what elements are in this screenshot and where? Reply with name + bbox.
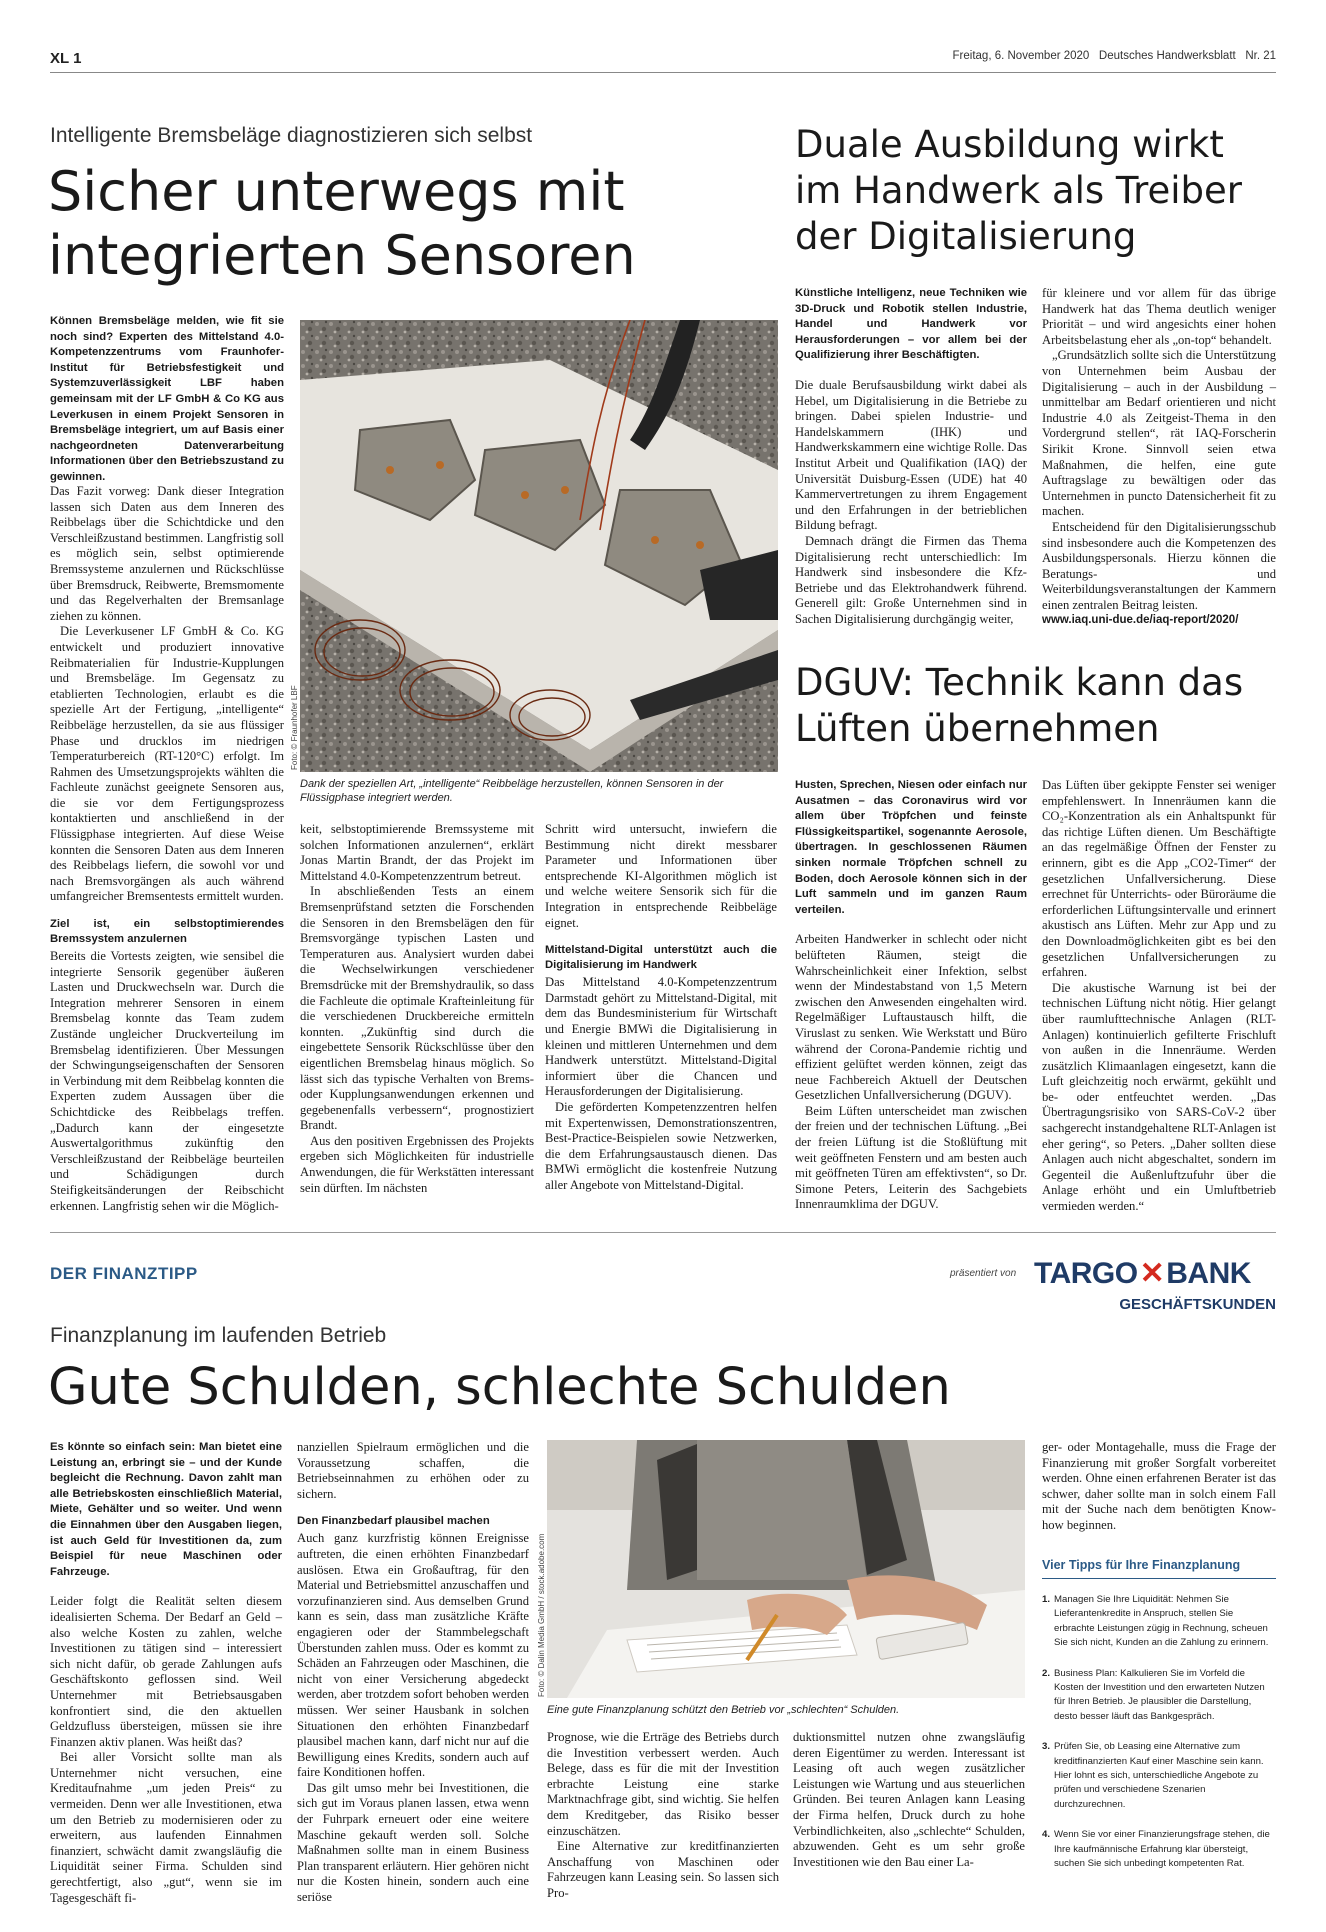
tip-text: Prüfen Sie, ob Leasing eine Alternative zum kreditfinanzierten Kauf einer Maschine sein kann. Hier lohnt es sich, unterschiedliche Angebote zu prüfen und verschiedene Szenarien durchzurechnen. bbox=[1054, 1741, 1264, 1810]
article3-headline-line1: DGUV: Technik kann das bbox=[795, 661, 1244, 704]
targobank-wordmark bbox=[1034, 1256, 1251, 1291]
paragraph: Bei aller Vorsicht sollte man als Unternehmer nicht versuchen, eine Kreditaufnahme „um jeden Preis“ zu vermeiden. Denn wer alle Investitionen, etwa um den Betrieb zu modernisieren oder zu erweitern, aus laufenden Einnahmen finanziert, schwächt damit zwangsläufig die Liquidität seiner Firma. Schulden sind gerechtfertigt, also „gut“, wenn sie im Tagesgeschäft fi- bbox=[50, 1750, 282, 1905]
article1-headline-line2: integrierten Sensoren bbox=[48, 224, 636, 287]
header-rule bbox=[50, 72, 1276, 73]
article3-headline bbox=[795, 660, 1243, 752]
article2-column-1 bbox=[795, 286, 1027, 627]
article1-headline-line1: Sicher unterwegs mit bbox=[48, 160, 625, 223]
presented-by-label: präsentiert von bbox=[950, 1268, 1017, 1279]
tip-text: Business Plan: Kalkulieren Sie im Vorfeld die Kosten der Investition und den erwarteten Nutzen für Ihren Betrieb. Je plausibler die Darstellung, desto besser läuft das Bankgespräch. bbox=[1054, 1667, 1265, 1722]
finanztipp-section-label: DER FINANZTIPP bbox=[50, 1264, 198, 1283]
finanztipp-column-3 bbox=[547, 1730, 779, 1902]
finanztipp-photo-caption: Eine gute Finanzplanung schützt den Betrieb vor „schlechten“ Schulden. bbox=[547, 1704, 900, 1716]
paragraph: Das gilt umso mehr bei Investitionen, die sich gut im Voraus planen lassen, etwa wenn der Fuhrpark erneuert oder eine weitere Maschine gekauft werden soll. Solche Maßnahmen sollte man in einem Business Plan transparent erläutern. Hier gehören nicht nur die Kosten hinein, sondern auch eine seriöse bbox=[297, 1780, 529, 1905]
targobank-cross-icon: ✕ bbox=[1139, 1257, 1165, 1290]
paragraph: Die geförderten Kompetenzzentren helfen mit Expertenwissen, Demonstrationszentren, Best-Practice-Beispielen sowie Netzwerken, die dem Erfahrungsaustausch dienen. Das BMWi ermöglicht die kostenfreie Nutzung aller Angebote von Mittelstand-Digital. bbox=[545, 1099, 777, 1192]
header-date: Freitag, 6. November 2020 bbox=[952, 50, 1090, 62]
tips-box bbox=[1042, 1558, 1276, 1888]
tip-text: Wenn Sie vor einer Finanzierungsfrage stehen, die Ihre kaufmännische Erfahrung klar übersteigt, suchen Sie sich unbedingt kompetenten Rat. bbox=[1054, 1829, 1270, 1870]
paragraph: Demnach drängt die Firmen das Thema Digitalisierung recht unterschiedlich: Im Handwerk sind insbesondere die Kfz-Betriebe und das Elektrohandwerk führend. Generell gilt: Große Unternehmen sind in Sachen Digitalisierung durchgängig weiter, bbox=[795, 533, 1027, 626]
paragraph: Das Mittelstand 4.0-Kompetenzzentrum Darmstadt gehört zu Mittelstand-Digital, mit dem das Bundesministerium für Wirtschaft und Energie BMWi die Digitalisierung in kleinen und mittleren Unternehmen und dem Handwerk unterstützt. Mittelstand-Digital informiert über die Chancen und Herausforderungen der Digitalisierung. bbox=[545, 975, 777, 1099]
article1-headline bbox=[48, 160, 636, 288]
tip-item bbox=[1042, 1740, 1276, 1812]
finanztipp-kicker: Finanzplanung im laufenden Betrieb bbox=[50, 1324, 387, 1347]
brake-pad-photo bbox=[300, 320, 778, 772]
article2-headline-line1: Duale Ausbildung wirkt bbox=[795, 123, 1224, 166]
article1-kicker: Intelligente Bremsbeläge diagnostizieren sich selbst bbox=[50, 124, 533, 147]
finanztipp-column-5 bbox=[1042, 1440, 1276, 1534]
article1-column-3 bbox=[545, 822, 777, 1193]
targobank-name-right: BANK bbox=[1166, 1257, 1251, 1290]
tip-number: 1. bbox=[1042, 1594, 1051, 1605]
paragraph: duktionsmittel nutzen ohne zwangsläufig deren Eigentümer zu werden. Interessant ist Leasing oft auch wegen zusätzlicher Leistungen wie Wartung und aus steuerlichen Gründen. Bei teuren Anlagen kann Leasing der Firma helfen, Druck durch zu hohe Verbindlichkeiten, also „schlechte“ Schulden, abzuwenden. Geht es um sehr große Investitionen wie den Bau einer La- bbox=[793, 1730, 1025, 1869]
tips-title: Vier Tipps für Ihre Finanzplanung bbox=[1042, 1558, 1276, 1579]
brake-pad-photo-illustration bbox=[300, 320, 778, 772]
article1-photo-credit: Foto: © Fraunhofer LBF bbox=[290, 685, 299, 770]
article1-column-2 bbox=[300, 822, 534, 1196]
finanztipp-lead: Es könnte so einfach sein: Man bietet eine Leistung an, erbringt sie – und der Kunde begleicht die Rechnung. Davon zahlt man alle Betriebskosten einschließlich Material, Miete, Gehälter und so weiter. Und wenn die Einnahmen über den Ausgaben liegen, ist auch Geld für Investitionen da, zum Beispiel für neue Maschinen oder Fahrzeuge. bbox=[50, 1441, 282, 1578]
tip-item bbox=[1042, 1593, 1276, 1651]
paragraph: für kleinere und vor allem für das übrige Handwerk hat das Thema deutlich weniger Priorität – und wird angesichts einer hohen Arbeitsbelastung eher als „on-top“ behandelt. bbox=[1042, 286, 1276, 347]
paragraph: Prognose, wie die Erträge des Betriebs durch die Investition verbessert werden. Auch Belege, dass es für die mit der Investition erbrachte Leistung eine starke Marktnachfrage gibt, sind wichtig. Sie helfen dem Kreditgeber, das Risiko besser einzuschätzen. bbox=[547, 1730, 779, 1838]
finanztipp-subhead-1: Den Finanzbedarf plausibel machen bbox=[297, 1515, 490, 1528]
tip-number: 2. bbox=[1042, 1667, 1051, 1679]
article3-column-2 bbox=[1042, 778, 1276, 1215]
paragraph: „Grundsätzlich sollte sich die Unterstützung von Unternehmen beim Ausbau der Digitalisierung – auch in der Ausbildung – unmittelbar am Bedarf orientieren und nicht Industrie 4.0 als Zeitgeist-Thema in den Vordergrund stellen“, rät IAQ-Forscherin Sirikit Krone. Sinnvoll seien etwa Maßnahmen, die helfen, eine gute Auftragslage zu bewältigen oder das Unternehmen in puncto Datensicherheit fit zu machen. bbox=[1042, 348, 1276, 519]
tip-item bbox=[1042, 1828, 1276, 1871]
article1-column-1 bbox=[50, 484, 284, 1214]
paragraph: Das Lüften über gekippte Fenster sei weniger empfehlenswert. In Innenräumen kann die CO₂-Konzentration als ein Anhaltspunkt für das richtige Lüften dienen. Um Beschäftigte an das regelmäßige Öffnen der Fenster zu erinnern, gibt es die App „CO2-Timer“ der gesetzlichen Unfallversicherung. Diese errechnet für Unterrichts- oder Büroräume die erforderlichen Lüftungsintervalle und erinnert akustisch ans Lüften. Mehr zur App und zu den Downloadmöglichkeiten gibt es bei den gesetzlichen Unfallversicherungen zu erfahren. bbox=[1042, 778, 1276, 980]
finance-planning-photo bbox=[547, 1440, 1025, 1698]
paragraph: Aus den positiven Ergebnissen des Projekts ergeben sich Möglichkeiten für industrielle Anwendungen, die für Werkstätten interessant sein dürften. Im nächsten bbox=[300, 1133, 534, 1195]
finanztipp-photo-credit: Foto: © Dalin Media GmbH / stock.adobe.com bbox=[537, 1533, 546, 1697]
header-publication: Deutsches Handwerksblatt bbox=[1098, 50, 1236, 62]
targobank-name-left: TARGO bbox=[1034, 1257, 1138, 1290]
paragraph: Bereits die Vortests zeigten, wie sensibel die integrierte Sensorik gegenüber äußeren Lasten und Druckwechseln war. Durch die Integration mehrerer Sensoren in einem Bremsbelag konnte das Team zudem Zustände ungleicher Druckverteilung im Bremsbelag identifizieren. Über Messungen der Schwingungseigenschaften der Sensoren in Verbindung mit dem Reibbelag konnten die Experten zudem Aussagen über die Schichtdicke des Reibbelags treffen. „Dadurch kann der eingesetzte Auswertalgorithmus zukünftig den Verschleißzustand der Reibbeläge beurteilen und Schädigungen durch Steifigkeitsänderungen der Reibschicht erkennen. Langfristig sehen wir die Möglich- bbox=[50, 949, 284, 1213]
page-label: XL 1 bbox=[50, 50, 82, 67]
article2-headline-line3: der Digitalisierung bbox=[795, 215, 1137, 258]
paragraph: In abschließenden Tests an einem Bremsenprüfstand setzten die Forschenden die Sensoren in den Bremsbelägen den für Bremsvorgänge typischen Lasten und Temperaturen aus. Analysiert wurden dabei die Wechselwirkungen verschiedener Bremsdrücke mit der Bremshydraulik, so dass die Fachleute die optimale Krafteinleitung für die verschiedenen Druckbereiche ermitteln konnten. „Zukünftig sind durch die eingebettete Sensorik Rückschlüsse über den eigentlichen Bremsbelag hinaus möglich. So lässt sich das typische Verhalten von Brems- oder Kupplungsanwendungen erkennen und gegebenenfalls verbessern“, prognostiziert Brandt. bbox=[300, 884, 534, 1133]
finanztipp-column-4 bbox=[793, 1730, 1025, 1870]
article1-subhead-1: Ziel ist, ein selbstoptimierendes Bremssystem anzulernen bbox=[50, 918, 284, 946]
targobank-subline: GESCHÄFTSKUNDEN bbox=[1119, 1296, 1276, 1313]
targobank-logo bbox=[1034, 1256, 1276, 1316]
article3-headline-line2: Lüften übernehmen bbox=[795, 707, 1160, 750]
article3-lead: Husten, Sprechen, Niesen oder einfach nur Ausatmen – das Coronavirus wird vor allem über Tröpfchen und feinste Flüssigkeitspartikel, sogenannte Aerosole, übertragen. In geschlossenen Räumen sinken normale Tröpfchen schnell zu Boden, doch Aerosole können sich in der Luft sammeln und im ganzen Raum verteilen. bbox=[795, 779, 1027, 916]
header-issue: Nr. 21 bbox=[1245, 50, 1276, 62]
paragraph: Das Fazit vorweg: Dank dieser Integration lassen sich Daten aus dem Inneren des Reibbelags über die Schichtdicke und den Verschleißzustand bestimmen. Langfristig soll es möglich sein, selbst optimierende Bremssysteme anzulernen und Rückschlüsse über Bremsdruck, Reibwerte, Bremsmomente und das Regelverhalten der Bremsanlage ziehen zu können. bbox=[50, 484, 284, 623]
article3-column-1 bbox=[795, 778, 1027, 1213]
paragraph: Die duale Berufsausbildung wirkt dabei als Hebel, um Digitalisierung in die Betriebe zu bringen. Dabei spielen Industrie- und Handelskammern (IHK) und Handwerkskammern eine wichtige Rolle. Das Institut Arbeit und Qualifikation (IAQ) der Universität Duisburg-Essen (UDE) hat 40 Kammervertretungen zu ihrem Engagement und den Erfahrungen in der betrieblichen Bildung befragt. bbox=[795, 377, 1027, 533]
paragraph: Eine Alternative zur kreditfinanzierten Anschaffung von Maschinen oder Fahrzeugen kann Leasing sein. So lassen sich Pro- bbox=[547, 1839, 779, 1900]
article1-subhead-2: Mittelstand-Digital unterstützt auch die Digitalisierung im Handwerk bbox=[545, 944, 777, 972]
paragraph: Die akustische Warnung ist bei der technischen Lüftung nicht nötig. Hier gelangt über raumlufttechnische Anlagen (RLT-Anlagen) kontinuierlich gefilterte Frischluft von außen in die Innenräume. Werden zusätzlich Klimaanlagen eingesetzt, kann die Luft gleichzeitig noch erwärmt, gekühlt und be- oder entfeuchtet werden. „Das Übertragungsrisiko von SARS-CoV-2 über sachgerecht instandgehaltene RLT-Anlagen ist eher gering“, so Peters. „Daher sollten diese Anlagen auch nicht abgeschaltet, sondern im Gegenteil die Außenluftzufuhr über die Anlage erhöht und ein Umluftbetrieb vermieden werden.“ bbox=[1042, 980, 1276, 1214]
article1-photo-caption: Dank der speziellen Art, „intelligente“ Reibbeläge herzustellen, können Sensoren in der Flüssigphase integriert werden. bbox=[300, 778, 724, 804]
section-divider bbox=[50, 1232, 1276, 1233]
tip-text: Managen Sie Ihre Liquidität: Nehmen Sie Lieferantenkredite in Anspruch, stellen Sie erbrachte Leistungen zügig in Rechnung, scheuen Sie sich nicht, Kunden an die Zahlung zu erinnern. bbox=[1054, 1594, 1269, 1649]
article2-link[interactable]: www.iaq.uni-due.de/iaq-report/2020/ bbox=[1042, 614, 1239, 627]
paragraph: Arbeiten Handwerker in schlecht oder nicht belüfteten Räumen, steigt die Wahrscheinlichkeit einer Infektion, selbst wenn der Mindestabstand von 1,5 Metern zwischen den Anwesenden eingehalten wird. Regelmäßiger Luftaustausch hilft, die Viruslast zu senken. Wie Werkstatt und Büro während der Corona-Pandemie richtig und effizient gelüftet werden können, zeigt das neue Fachbereich Aktuell der Deutschen Gesetzlichen Unfallversicherung (DGUV). bbox=[795, 932, 1027, 1103]
paragraph: Leider folgt die Realität selten diesem idealisierten Schema. Der Bedarf an Geld – also welche Kosten zu zahlen, welche Investitionen zu tätigen sind – interessiert sich nicht dafür, ob gerade Zahlungen aufs Geschäftskonto geflossen sind. Weil Unternehmer mit Betriebsausgaben konfrontiert sind, die den aktuellen Geldzufluss übersteigen, müssen sie ihre Finanzen aktiv planen. Was heißt das? bbox=[50, 1594, 282, 1749]
article2-headline bbox=[795, 122, 1242, 260]
paragraph: Auch ganz kurzfristig können Ereignisse auftreten, die einen erhöhten Finanzbedarf auslösen. Etwa ein Großauftrag, für den Material und Betriebsmittel anzuschaffen und vorzufinanzieren sind. Aus demselben Grund kann es sein, dass man zusätzliche Kräfte engagieren oder der Stammbelegschaft Überstunden zahlen muss. Oder es kommt zu Schäden an Fahrzeugen oder Maschinen, die nicht von einer Versicherung abgedeckt werden, aber trotzdem sofort behoben werden müssen. Wer seiner Hausbank in solchen Situationen den erhöhten Finanzbedarf plausibel machen kann, darf nicht nur auf die Bewilligung eines Kredits, sondern auch auf faire Konditionen hoffen. bbox=[297, 1531, 529, 1780]
finance-planning-photo-illustration bbox=[547, 1440, 1025, 1698]
paragraph: nanziellen Spielraum ermöglichen und die Voraussetzung schaffen, die Betriebseinnahmen zu erhöhen oder zu sichern. bbox=[297, 1440, 529, 1501]
finanztipp-column-2 bbox=[297, 1440, 529, 1906]
finanztipp-headline: Gute Schulden, schlechte Schulden bbox=[48, 1358, 951, 1417]
paragraph: Beim Lüften unterscheidet man zwischen der freien und der technischen Lüftung. „Bei der freien Lüftung ist die Stoßlüftung mit weit geöffneten Fenstern und am besten auch mit geöffneten Türen am effektivsten“, so Dr. Simone Peters, Leiterin des Sachgebiets Innenraumklima der DGUV. bbox=[795, 1103, 1027, 1212]
tip-number: 3. bbox=[1042, 1741, 1051, 1753]
article2-headline-line2: im Handwerk als Treiber bbox=[795, 169, 1242, 212]
page-header-meta bbox=[953, 50, 1276, 62]
paragraph: Die Leverkusener LF GmbH & Co. KG entwickelt und produziert innovative Reibmaterialien für Industrie-Kupplungen und Bremsbeläge. Im Gegensatz zu etablierten Technologien, erlaubt es die spezielle Art der Fertigung, „intelligente“ Reibbeläge herzustellen, da sie aus flüssiger Phase und drucklos im niedrigen Temperaturbereich (RT-120°C) erfolgt. Im Rahmen des Umsetzungsprojekts wählten die Fachleute zunächst geeignete Sensoren aus, die sie vor dem Fertigungsprozess kontaktierten und anschließend in der Flüssigphase integrierten. Auf diese Weise konnten die Sensoren Daten aus dem Inneren des Reibbelags liefern, die sowohl vor und nach Bremsvorgängen als auch während umfangreicher Bremsentests ermittelt wurden. bbox=[50, 624, 284, 904]
paragraph: Entscheidend für den Digitalisierungsschub sind insbesondere auch die Kompetenzen des Ausbildungspersonals. Hierzu können die Beratungs- und Weiterbildungsveranstaltungen der Kammern einen zentralen Beitrag leisten. bbox=[1042, 519, 1276, 612]
paragraph: keit, selbstoptimierende Bremssysteme mit solchen Informationen anzulernen“, erklärt Jonas Martin Brandt, der das Projekt im Mittelstand 4.0-Kompetenzzentrum betreut. bbox=[300, 822, 534, 883]
article2-lead: Künstliche Intelligenz, neue Techniken wie 3D-Druck und Robotik stellen Industrie, Handel und Handwerk vor Herausforderungen – vor allem bei der Qualifizierung ihrer Beschäftigten. bbox=[795, 287, 1027, 362]
tip-number: 4. bbox=[1042, 1829, 1051, 1841]
tip-item bbox=[1042, 1667, 1276, 1725]
paragraph: Schritt wird untersucht, inwiefern die Bestimmung nicht direkt messbarer Parameter und Informationen über entsprechende KI-Algorithmen möglich ist und welche weitere Sensorik sich für die Integration in entsprechende Reibbeläge eignet. bbox=[545, 822, 777, 930]
article2-column-2 bbox=[1042, 286, 1276, 629]
tips-list bbox=[1042, 1593, 1276, 1872]
article1-lead: Können Bremsbeläge melden, wie fit sie noch sind? Experten des Mittelstand 4.0-Kompetenzzentrums vom Fraunhofer-Institut für Betriebsfestigkeit und Systemzuverlässigkeit LBF haben gemeinsam mit der LF GmbH & Co KG aus Leverkusen in einem Projekt Sensoren in Bremsbeläge integriert, um auf Basis einer nachgeordneten Datenverarbeitung Informationen über den Betriebszustand zu gewinnen. bbox=[50, 315, 284, 483]
finanztipp-column-1 bbox=[50, 1440, 282, 1906]
paragraph: ger- oder Montagehalle, muss die Frage der Finanzierung mit großer Sorgfalt vorbereitet werden. Ohne einen erfahrenen Berater ist das schwer, daher sollte man in solch einem Fall mit der Suche nach dem benötigten Know-how beginnen. bbox=[1042, 1440, 1276, 1532]
